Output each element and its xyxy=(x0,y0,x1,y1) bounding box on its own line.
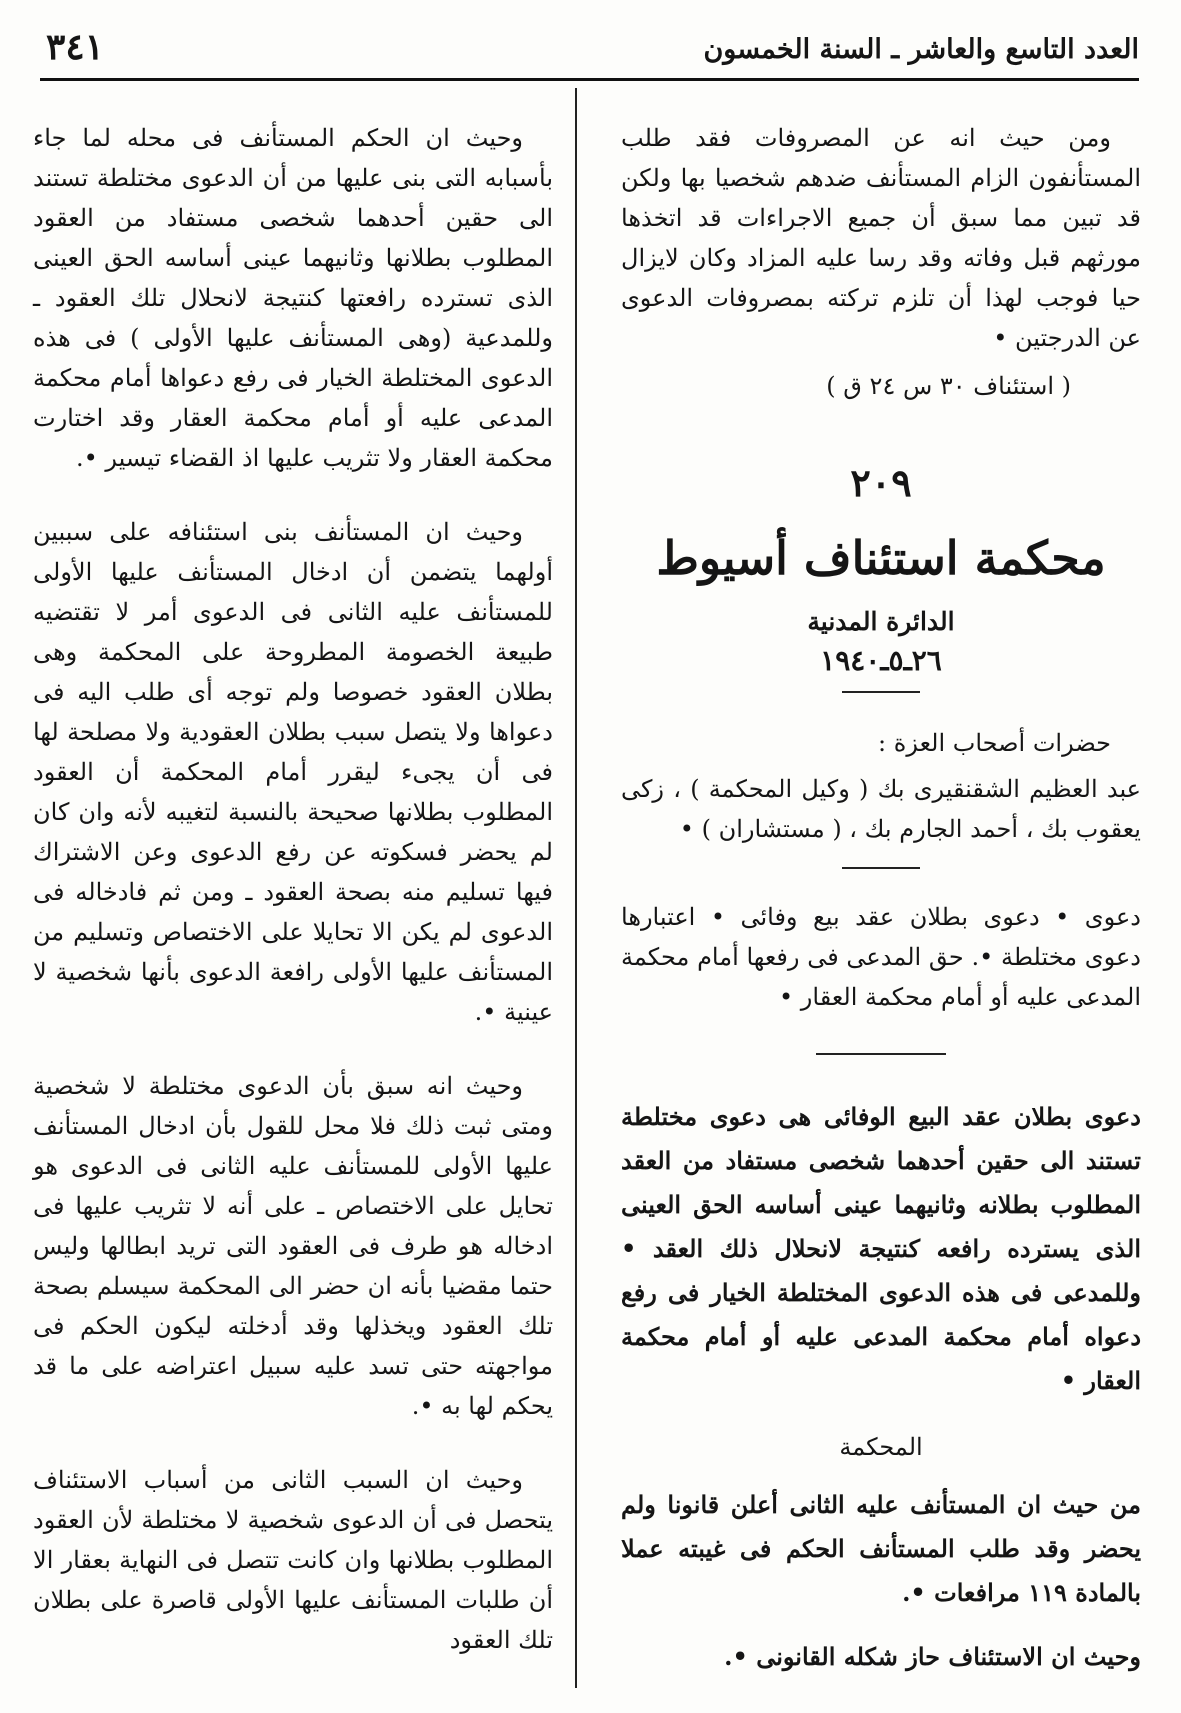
judges-divider xyxy=(842,867,920,869)
date-underline xyxy=(842,691,920,693)
chamber-name: الدائرة المدنية xyxy=(807,607,955,636)
header-rule xyxy=(40,78,1139,81)
judgment-date: ٢٦ـ٥ـ١٩٤٠ xyxy=(820,644,942,677)
headnote: دعوى • دعوى بطلان عقد بيع وفائى • اعتبارها دعوى مختلطة •. حق المدعى فى رفعها أمام محكمة المدعى عليه أو أمام محكمة العقار • xyxy=(621,903,1141,1011)
right-column xyxy=(621,118,1141,1677)
court-name: محكمة استئناف أسيوط xyxy=(656,531,1106,585)
page-number: ٣٤١ xyxy=(46,26,105,68)
column-divider xyxy=(575,88,577,1688)
reasoning-paragraph-1: وحيث ان الحكم المستأنف فى محله لما جاء بأسبابه التى بنى عليها من أن الدعوى مختلطة تستند الى حقين أحدهما شخصى مستفاد من العقود المطلوب بطلانها وثانيهما عينى أساسه الحق العينى الذى تسترده رافعتها كنتيجة لانحلال تلك العقود ـ وللمدعية (وهى المستأنف عليها الأولى ) فى هذه الدعوى المختلطة الخيار فى رفع دعواها أمام محكمة المدعى عليه أو أمام محكمة العقار وقد اختارت محكمة العقار ولا تثريب عليها اذ القضاء تيسير •. xyxy=(33,124,553,472)
costs-paragraph: ومن حيث انه عن المصروفات فقد طلب المستأنفون الزام المستأنف ضدهم شخصيا بها ولكن قد تبين مما سبق أن جميع الاجراءات قد اتخذها مورثهم قبل وفاته وقد رسا عليه المزاد وكان لايزال حيا فوجب لهذا أن تلزم تركته بمصروفات الدعوى عن الدرجتين • xyxy=(621,124,1141,352)
reasoning-paragraph-2: وحيث ان المستأنف بنى استئنافه على سببين أولهما يتضمن أن ادخال المستأنف عليها الأولى للمستأنف عليه الثانى فى الدعوى أمر لا تقتضيه طبيعة الخصومة المطروحة على المحكمة وهى بطلان العقود خصوصا ولم توجه أى طلب اليه فى دعواها ولا يتصل سبب بطلان العقودية ولا مصلحة لها فى أن يجىء ليقرر أمام المحكمة أن العقود المطلوب بطلانها صحيحة بالنسبة لتغيبه لأنه وان كان لم يحضر فسكوته عن رفع الدعوى وعن الاشتراك فيها تسليم منه بصحة العقود ـ ومن ثم فادخاله فى الدعوى لم يكن الا تحايلا على الاختصاص وتسليم من المستأنف عليها الأولى رافعة الدعوى بأنها شخصية لا عينية •. xyxy=(33,518,553,1026)
page-header xyxy=(40,26,1139,72)
appeal-citation: ( استئناف ٣٠ س ٢٤ ق ) xyxy=(826,372,1071,400)
reasoning-paragraph-3: وحيث انه سبق بأن الدعوى مختلطة لا شخصية ومتى ثبت ذلك فلا محل للقول بأن ادخال المستأنف عليها الأولى للمستأنف عليه الثانى فى الدعوى هو تحايل على الاختصاص ـ على أنه لا تثريب عليها فى ادخاله هو طرف فى العقود التى تريد ابطالها وليس حتما مقضيا بأنه ان حضر الى المحكمة سيسلم بصحة تلك العقود ويخذلها وقد أدخلته ليكون الحكم فى مواجهته حتى تسد عليه سبيل اعتراضه على ما قد يحكم لها به •. xyxy=(33,1072,553,1420)
ruling-paragraph-2: وحيث ان الاستئناف حاز شكله القانونى •. xyxy=(724,1642,1141,1671)
ruling-paragraph-1: من حيث ان المستأنف عليه الثانى أعلن قانونا ولم يحضر وقد طلب المستأنف الحكم فى غيبته عملا بالمادة ١١٩ مرافعات •. xyxy=(621,1490,1141,1607)
judges-list: عبد العظيم الشقنقيرى بك ( وكيل المحكمة ) ، زكى يعقوب بك ، أحمد الجارم بك ، ( مستشاران ) • xyxy=(621,775,1141,843)
court-section-label: المحكمة xyxy=(839,1433,923,1461)
judges-label: حضرات أصحاب العزة : xyxy=(878,729,1111,757)
case-number: ٢٠٩ xyxy=(850,460,912,505)
left-column xyxy=(33,118,553,1660)
running-title: العدد التاسع والعاشر ـ السنة الخمسون xyxy=(703,34,1139,65)
reasoning-paragraph-4: وحيث ان السبب الثانى من أسباب الاستئناف يتحصل فى أن الدعوى شخصية لا مختلطة لأن العقود المطلوب بطلانها وان كانت تتصل فى النهاية بعقار الا أن طلبات المستأنف عليها الأولى قاصرة على بطلان تلك العقود xyxy=(33,1466,553,1654)
legal-principle: دعوى بطلان عقد البيع الوفائى هى دعوى مختلطة تستند الى حقين أحدهما شخصى مستفاد من العقد المطلوب بطلانه وثانيهما عينى أساسه الحق العينى الذى يسترده رافعه كنتيجة لانحلال ذلك العقد • وللمدعى فى هذه الدعوى المختلطة الخيار فى رفع دعواه أمام محكمة المدعى عليه أو أمام محكمة العقار • xyxy=(621,1102,1141,1395)
headnote-divider xyxy=(816,1053,946,1055)
